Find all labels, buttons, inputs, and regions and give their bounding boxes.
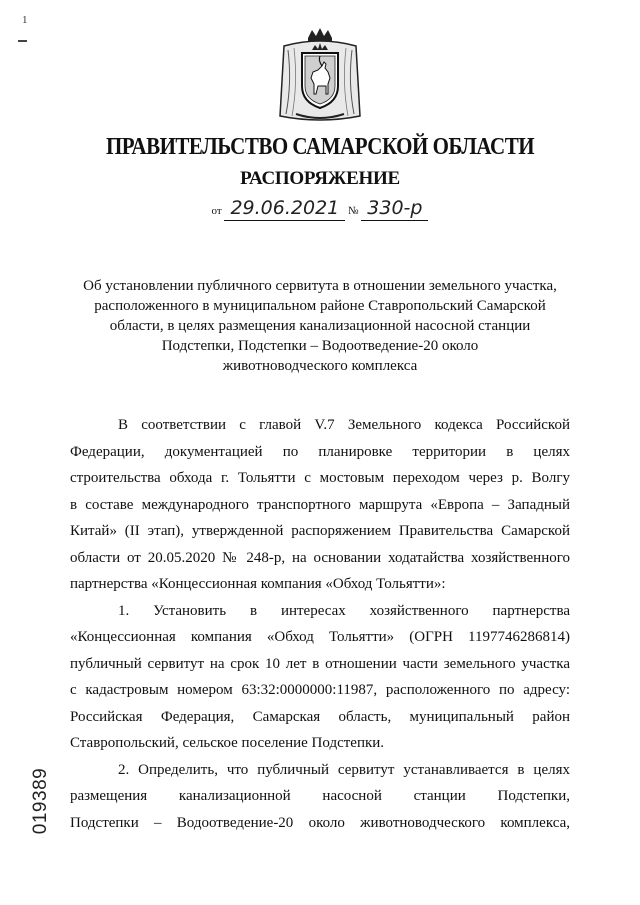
paragraph-preamble (70, 412, 570, 598)
body-line: Китай» (II этап), утвержденной распоряжением Правительства Самарской (70, 523, 570, 539)
subject-line: Об установлении публичного сервитута в отношении земельного участка, (83, 278, 557, 294)
body-line: Федерации, документацией по планировке территории в целях (70, 443, 570, 460)
body-line: публичный сервитут на срок 10 лет в отношении части земельного участка (70, 655, 570, 672)
body-line: 1. Установить в интересах хозяйственного партнерства (118, 602, 570, 619)
registration-number-text: 019389 (30, 767, 52, 835)
date-prefix: от (211, 205, 222, 217)
document-body (70, 412, 570, 836)
subject-line: животноводческого комплекса (222, 358, 418, 374)
body-line: 2. Определить, что публичный сервитут устанавливается в целях (118, 761, 570, 778)
page-corner-mark: 1 (22, 14, 28, 26)
body-line: с кадастровым номером 63:32:0000000:11987, расположенного по адресу: (70, 682, 570, 698)
date-number-line (0, 196, 640, 226)
number-value: 330-р (361, 196, 428, 221)
date-value: 29.06.2021 (224, 196, 345, 221)
body-line: размещения канализационной насосной станции Подстепки, (70, 788, 570, 804)
paragraph-item-1 (70, 598, 570, 757)
body-line: Российская Федерация, Самарская область, муниципальный район (70, 708, 570, 725)
body-line: области от 20.05.2020 № 248-р, на основании ходатайства хозяйственного (70, 549, 570, 566)
organization-title: ПРАВИТЕЛЬСТВО САМАРСКОЙ ОБЛАСТИ (105, 132, 535, 160)
body-line: в составе международного транспортного маршрута «Европа – Западный (70, 496, 570, 513)
coat-of-arms-emblem (278, 28, 362, 128)
registration-number (30, 767, 52, 835)
body-line: строительства обхода г. Тольятти с мостовым переходом через р. Волгу (70, 470, 570, 486)
number-prefix: № (348, 205, 359, 217)
body-line: партнерства «Концессионная компания «Обход Тольятти»: (70, 576, 446, 592)
subject-line: расположенного в муниципальном районе Ставропольский Самарской (94, 298, 546, 314)
document-subject (70, 276, 570, 376)
subject-line: Подстепки, Подстепки – Водоотведение-20 около (161, 338, 479, 354)
margin-tick (18, 40, 27, 42)
body-line: Ставропольский, сельское поселение Подстепки. (70, 735, 385, 751)
paragraph-item-2 (70, 757, 570, 837)
subject-line: области, в целях размещения канализационной насосной станции (109, 318, 531, 334)
body-line: «Концессионная компания «Обход Тольятти» (ОГРН 1197746286814) (70, 629, 570, 645)
body-line: В соответствии с главой V.7 Земельного кодекса Российской (118, 417, 570, 433)
body-line: Подстепки – Водоотведение-20 около животноводческого комплекса, (70, 814, 570, 831)
document-type: РАСПОРЯЖЕНИЕ (240, 168, 400, 189)
